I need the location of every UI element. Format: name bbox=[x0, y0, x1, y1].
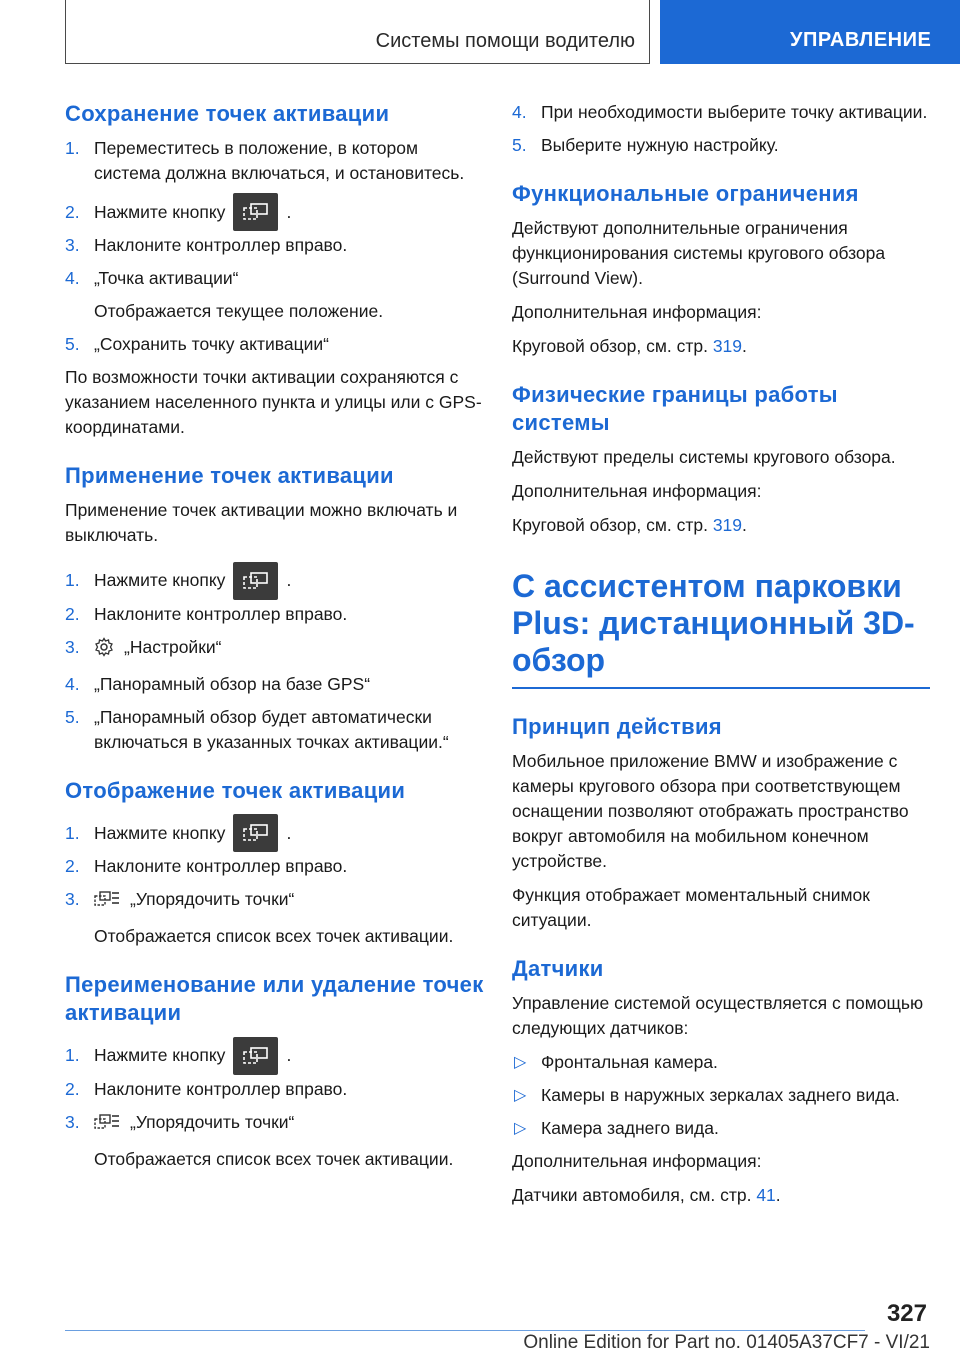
step-number: 5. bbox=[65, 334, 80, 355]
step-end: . bbox=[286, 1045, 292, 1066]
functional-limits-text: Действуют дополнительные ограничения функционирования системы кругового обзора (Surround View). bbox=[512, 218, 886, 288]
step-end: . bbox=[286, 202, 292, 222]
apply-step-5 bbox=[65, 705, 485, 755]
step-text: Наклоните контроллер вправо. bbox=[94, 603, 348, 624]
step-text: „Упорядочить точки“ bbox=[130, 889, 295, 910]
camera-button-icon bbox=[233, 814, 278, 852]
step-text: Наклоните контроллер вправо. bbox=[94, 1078, 348, 1099]
step-text: Нажмите кнопку bbox=[94, 822, 226, 843]
step-number: 3. bbox=[65, 889, 80, 910]
display-step-1 bbox=[65, 821, 485, 846]
rename-step-1 bbox=[65, 1043, 485, 1068]
page-link-41[interactable]: 41 bbox=[756, 1185, 776, 1205]
apply-step-3 bbox=[65, 635, 485, 664]
save-step-1 bbox=[65, 136, 485, 186]
step-number: 1. bbox=[65, 138, 80, 158]
step-number: 2. bbox=[65, 603, 80, 624]
apply-intro: Применение точек активации можно включать и выключать. bbox=[65, 500, 458, 546]
heading-save-points: Сохранение точек активации bbox=[65, 101, 390, 126]
ref-text: Датчики автомобиля, см. стр. bbox=[512, 1185, 752, 1205]
display-step-2 bbox=[65, 854, 485, 879]
page-link-319[interactable]: 319 bbox=[712, 336, 743, 356]
heading-display-points: Отображение точек активации bbox=[65, 777, 406, 803]
sensors-ref bbox=[512, 1183, 932, 1208]
footer-rule bbox=[65, 1330, 865, 1331]
display-step-3 bbox=[65, 887, 485, 949]
rename-step-3 bbox=[65, 1110, 485, 1172]
step-text: Переместитесь в положение, в котором система должна включаться, и остановитесь. bbox=[94, 138, 465, 183]
save-step-5 bbox=[65, 332, 485, 357]
gear-icon bbox=[94, 637, 114, 664]
heading-principle: Принцип действия bbox=[512, 714, 722, 739]
sensors-intro: Управление системой осуществляется с помощью следующих датчиков: bbox=[512, 993, 924, 1038]
left-column bbox=[65, 100, 485, 1180]
step-text: „Настройки“ bbox=[124, 636, 222, 657]
footer-edition: Online Edition for Part no. 01405A37CF7 - VI/21 bbox=[523, 1332, 930, 1353]
step-text: При необходимости выберите точку активации. bbox=[541, 102, 928, 122]
step-number: 2. bbox=[65, 202, 80, 222]
step-subtext: Отображается текущее положение. bbox=[94, 301, 384, 322]
select-step-4 bbox=[512, 100, 932, 125]
step-number: 4. bbox=[65, 268, 80, 289]
heading-physical-limits: Физические границы работы системы bbox=[512, 382, 838, 435]
step-end: . bbox=[286, 570, 292, 591]
step-number: 2. bbox=[65, 1078, 80, 1099]
step-number: 5. bbox=[512, 135, 527, 155]
right-column bbox=[512, 100, 932, 1217]
camera-button-icon bbox=[233, 193, 278, 231]
save-note: По возможности точки активации сохраняются с указанием населенного пункта и улицы или с GPS-координатами. bbox=[65, 367, 482, 438]
heading-functional-limits: Функциональные ограничения bbox=[512, 181, 859, 206]
step-number: 4. bbox=[65, 673, 80, 694]
header-chapter-title: УПРАВЛЕНИЕ bbox=[790, 29, 932, 51]
step-text: „Точка активации“ bbox=[94, 268, 239, 289]
step-text: „Сохранить точку активации“ bbox=[94, 334, 330, 355]
save-step-3 bbox=[65, 233, 485, 258]
sensor-text: Камеры в наружных зеркалах заднего вида. bbox=[541, 1085, 900, 1105]
step-subtext: Отображается список всех точек активации. bbox=[94, 926, 454, 947]
step-text: „Панорамный обзор на базе GPS“ bbox=[94, 673, 371, 694]
step-text: Нажмите кнопку bbox=[94, 202, 226, 222]
step-text: „Упорядочить точки“ bbox=[130, 1111, 295, 1132]
step-number: 3. bbox=[65, 235, 80, 256]
ref-end: . bbox=[775, 1185, 781, 1205]
triangle-bullet-icon: ▷ bbox=[514, 1120, 527, 1137]
sensor-item bbox=[512, 1116, 932, 1141]
triangle-bullet-icon: ▷ bbox=[514, 1054, 527, 1071]
step-subtext: Отображается список всех точек активации. bbox=[94, 1148, 454, 1169]
step-text: „Панорамный обзор будет автоматически включаться в указанных точках активации.“ bbox=[94, 706, 449, 752]
more-info-label: Дополнительная информация: bbox=[512, 1151, 762, 1171]
step-text: Наклоните контроллер вправо. bbox=[94, 235, 348, 256]
ref-text: Круговой обзор, см. стр. bbox=[512, 515, 708, 535]
step-number: 1. bbox=[65, 1045, 80, 1066]
more-info-label: Дополнительная информация: bbox=[512, 302, 762, 322]
step-number: 3. bbox=[65, 636, 80, 657]
step-text: Нажмите кнопку bbox=[94, 570, 226, 591]
camera-button-icon bbox=[233, 1037, 278, 1075]
chapter-title: С ассистентом парковки Plus: дистанционный 3D-обзор bbox=[512, 568, 915, 678]
camera-button-icon bbox=[233, 562, 278, 600]
step-number: 2. bbox=[65, 856, 80, 877]
step-text: Наклоните контроллер вправо. bbox=[94, 856, 348, 877]
sensor-item bbox=[512, 1083, 932, 1108]
page-link-319[interactable]: 319 bbox=[712, 515, 743, 535]
more-info-label: Дополнительная информация: bbox=[512, 481, 762, 501]
step-number: 4. bbox=[512, 102, 527, 122]
heading-sensors: Датчики bbox=[512, 956, 604, 981]
step-end: . bbox=[286, 822, 292, 843]
triangle-bullet-icon: ▷ bbox=[514, 1087, 527, 1104]
step-number: 3. bbox=[65, 1111, 80, 1132]
header-section-box bbox=[65, 0, 650, 64]
ref-end: . bbox=[742, 515, 747, 535]
func-ref bbox=[512, 334, 932, 359]
rename-step-2 bbox=[65, 1077, 485, 1102]
manage-list-icon bbox=[94, 889, 120, 916]
chapter-title-rule bbox=[512, 687, 930, 689]
ref-text: Круговой обзор, см. стр. bbox=[512, 336, 708, 356]
heading-rename-points: Переименование или удаление точек активации bbox=[65, 972, 484, 1026]
ref-end: . bbox=[742, 336, 747, 356]
step-number: 1. bbox=[65, 822, 80, 843]
save-step-4 bbox=[65, 266, 485, 324]
phys-ref bbox=[512, 513, 932, 538]
page-number: 327 bbox=[886, 1300, 927, 1327]
step-number: 1. bbox=[65, 570, 80, 591]
step-text: Нажмите кнопку bbox=[94, 1045, 226, 1066]
physical-limits-text: Действуют пределы системы кругового обзора. bbox=[512, 447, 896, 467]
manage-list-icon bbox=[94, 1112, 120, 1139]
save-step-2 bbox=[65, 200, 485, 225]
sensor-text: Фронтальная камера. bbox=[541, 1052, 718, 1072]
header-chapter-tab[interactable] bbox=[660, 0, 960, 64]
principle-p1: Мобильное приложение BMW и изображение с камеры кругового обзора при соответствующем оснащении позволяют отображать пространство вокруг автомобиля на мобильном конечном устройстве. bbox=[512, 751, 909, 871]
principle-p2: Функция отображает моментальный снимок ситуации. bbox=[512, 885, 870, 930]
header-section-title: Системы помощи водителю bbox=[375, 30, 635, 52]
select-step-5 bbox=[512, 133, 932, 158]
sensor-item bbox=[512, 1050, 932, 1075]
apply-step-2 bbox=[65, 602, 485, 627]
step-number: 5. bbox=[65, 706, 80, 727]
apply-step-4 bbox=[65, 672, 485, 697]
apply-step-1 bbox=[65, 568, 485, 593]
step-text: Выберите нужную настройку. bbox=[541, 135, 779, 155]
sensor-text: Камера заднего вида. bbox=[541, 1118, 719, 1138]
heading-apply-points: Применение точек активации bbox=[65, 463, 394, 489]
